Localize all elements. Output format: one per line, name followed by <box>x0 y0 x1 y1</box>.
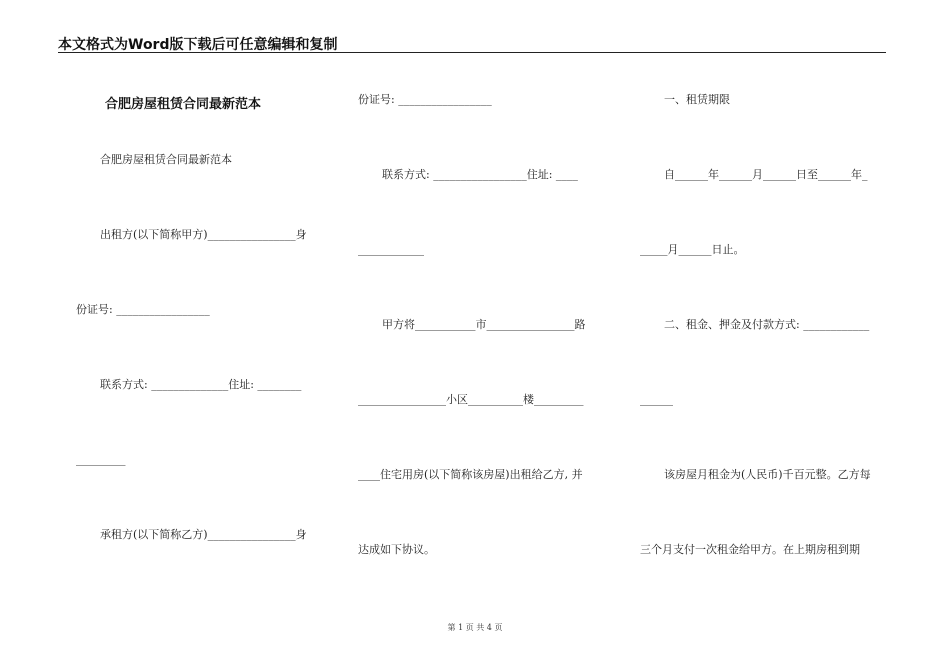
lessor-id-line: 份证号: _________________ <box>76 303 210 316</box>
agreement-line: 达成如下协议。 <box>358 543 435 556</box>
lessor-contact-line: 联系方式: ______________住址: ________ <box>100 378 302 391</box>
property-building-line: ________________小区__________楼_________ <box>358 393 584 406</box>
payment-schedule-line: 三个月支付一次租金给甲方。在上期房租到期 <box>640 543 860 556</box>
lease-term-heading: 一、租赁期限 <box>664 93 730 106</box>
header-divider <box>58 52 886 53</box>
page-number: 第 1 页 共 4 页 <box>447 623 503 632</box>
payment-heading: 二、租金、押金及付款方式: ____________ <box>664 318 870 331</box>
lease-term-end-line: _____月______日止。 <box>640 243 745 256</box>
subtitle-line: 合肥房屋租赁合同最新范本 <box>100 153 232 166</box>
lessee-line: 承租方(以下简称乙方)________________身 <box>100 528 307 541</box>
lessee-id-line: 份证号: _________________ <box>358 93 492 106</box>
property-location-line: 甲方将___________市________________路 <box>382 318 586 331</box>
property-usage-line: ____住宅用房(以下简称该房屋)出租给乙方, 并 <box>358 468 583 481</box>
lessor-line: 出租方(以下简称甲方)________________身 <box>100 228 307 241</box>
lessee-contact-line: 联系方式: _________________住址: ____ <box>382 168 578 181</box>
document-title: 合肥房屋租赁合同最新范本 <box>105 97 262 112</box>
payment-continuation: ______ <box>640 393 673 406</box>
lease-term-start-line: 自______年______月______日至______年_ <box>664 168 868 181</box>
monthly-rent-line: 该房屋月租金为(人民币)千百元整。乙方每 <box>664 468 871 481</box>
lessor-address-continuation: _________ <box>76 453 126 466</box>
lessee-address-continuation: ____________ <box>358 243 424 256</box>
document-header: 本文格式为Word版下载后可任意编辑和复制 <box>58 37 338 53</box>
